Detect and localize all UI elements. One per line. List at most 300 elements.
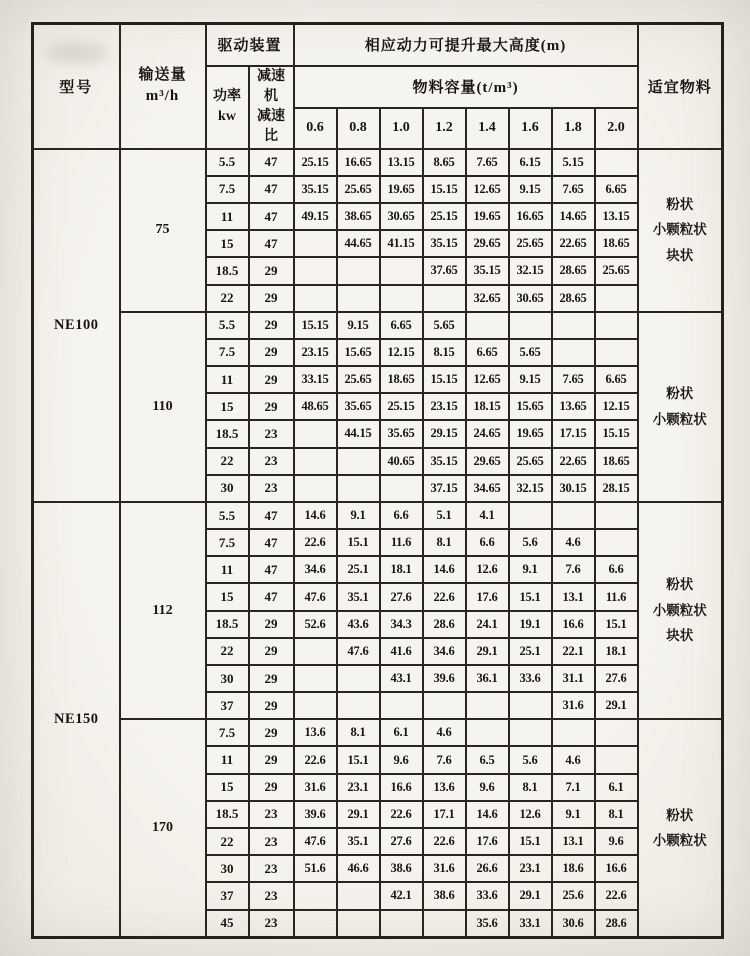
value-cell (552, 719, 595, 746)
power-cell: 7.5 (206, 719, 249, 746)
value-cell: 12.65 (466, 366, 509, 393)
ratio-cell: 29 (249, 285, 294, 312)
value-cell: 6.65 (595, 176, 638, 203)
value-cell (294, 882, 337, 909)
value-cell: 15.15 (423, 176, 466, 203)
value-cell: 28.15 (595, 475, 638, 502)
value-cell: 34.65 (466, 475, 509, 502)
ratio-cell: 29 (249, 638, 294, 665)
value-cell: 25.65 (509, 230, 552, 257)
value-cell: 35.1 (337, 583, 380, 610)
ratio-header-line: 减速比 (257, 109, 285, 145)
power-cell: 11 (206, 556, 249, 583)
ratio-cell: 29 (249, 746, 294, 773)
value-cell: 5.65 (423, 312, 466, 339)
value-cell: 28.6 (595, 910, 638, 938)
value-cell: 39.6 (294, 801, 337, 828)
value-cell: 17.6 (466, 583, 509, 610)
value-cell (337, 257, 380, 284)
value-cell: 13.65 (552, 393, 595, 420)
power-cell: 18.5 (206, 420, 249, 447)
ratio-cell: 23 (249, 910, 294, 938)
ratio-cell: 47 (249, 529, 294, 556)
value-cell: 6.65 (595, 366, 638, 393)
material-cell (638, 149, 723, 312)
value-cell: 16.65 (337, 149, 380, 176)
value-cell: 12.6 (509, 801, 552, 828)
value-cell (552, 312, 595, 339)
ratio-cell: 23 (249, 448, 294, 475)
capacity-header (120, 24, 206, 149)
value-cell: 29.15 (423, 420, 466, 447)
value-cell: 35.1 (337, 828, 380, 855)
value-cell: 27.6 (595, 665, 638, 692)
value-cell (337, 692, 380, 719)
value-cell: 37.65 (423, 257, 466, 284)
density-header: 0.8 (337, 108, 380, 149)
drive-header: 驱动装置 (206, 24, 294, 66)
model-header: 型号 (33, 24, 120, 149)
value-cell (380, 285, 423, 312)
capacity-cell: 170 (120, 719, 206, 937)
material-cell (638, 312, 723, 502)
value-cell: 11.6 (380, 529, 423, 556)
model-cell: NE100 (33, 149, 120, 502)
value-cell: 38.6 (423, 882, 466, 909)
value-cell: 25.1 (337, 556, 380, 583)
value-cell: 18.65 (595, 448, 638, 475)
value-cell: 18.1 (380, 556, 423, 583)
value-cell (337, 665, 380, 692)
value-cell: 22.6 (380, 801, 423, 828)
value-cell: 36.1 (466, 665, 509, 692)
value-cell (595, 312, 638, 339)
capacity-cell: 110 (120, 312, 206, 502)
value-cell: 31.6 (294, 774, 337, 801)
value-cell: 33.15 (294, 366, 337, 393)
value-cell (294, 475, 337, 502)
value-cell: 4.1 (466, 502, 509, 529)
value-cell: 13.1 (552, 828, 595, 855)
value-cell: 30.6 (552, 910, 595, 938)
value-cell: 9.1 (337, 502, 380, 529)
value-cell (294, 665, 337, 692)
value-cell: 22.6 (423, 828, 466, 855)
power-cell: 7.5 (206, 529, 249, 556)
value-cell (552, 339, 595, 366)
value-cell: 23.1 (509, 855, 552, 882)
value-cell (423, 692, 466, 719)
value-cell: 15.1 (337, 746, 380, 773)
value-cell: 35.6 (466, 910, 509, 938)
material-line: 小颗粒状 (652, 222, 707, 238)
value-cell: 6.6 (595, 556, 638, 583)
value-cell: 4.6 (552, 746, 595, 773)
ratio-cell: 29 (249, 312, 294, 339)
value-cell: 22.6 (595, 882, 638, 909)
power-header-line: 功率 (213, 88, 241, 104)
value-cell: 5.6 (509, 529, 552, 556)
material-line: 小颗粒状 (652, 602, 707, 618)
value-cell: 23.1 (337, 774, 380, 801)
ratio-cell: 29 (249, 665, 294, 692)
material-line: 粉状 (666, 577, 694, 593)
value-cell: 9.15 (337, 312, 380, 339)
ratio-cell: 29 (249, 719, 294, 746)
value-cell: 6.15 (509, 149, 552, 176)
value-cell (509, 719, 552, 746)
value-cell: 18.6 (552, 855, 595, 882)
value-cell: 7.65 (552, 176, 595, 203)
ratio-header (249, 66, 294, 149)
value-cell: 33.1 (509, 910, 552, 938)
value-cell: 38.65 (337, 203, 380, 230)
spec-table (31, 22, 724, 939)
value-cell (423, 285, 466, 312)
value-cell: 23.15 (294, 339, 337, 366)
value-cell: 29.1 (509, 882, 552, 909)
value-cell: 34.6 (423, 638, 466, 665)
ratio-cell: 29 (249, 339, 294, 366)
value-cell: 12.15 (595, 393, 638, 420)
value-cell: 7.6 (552, 556, 595, 583)
power-cell: 37 (206, 692, 249, 719)
ratio-header-line: 减速机 (257, 68, 285, 104)
power-cell: 30 (206, 855, 249, 882)
value-cell: 30.65 (380, 203, 423, 230)
value-cell: 16.65 (509, 203, 552, 230)
material-header: 适宜物料 (638, 24, 723, 149)
table-row (33, 149, 723, 176)
value-cell: 25.15 (423, 203, 466, 230)
value-cell: 48.65 (294, 393, 337, 420)
table-row (33, 502, 723, 529)
value-cell (595, 285, 638, 312)
value-cell (509, 312, 552, 339)
value-cell: 6.6 (466, 529, 509, 556)
value-cell: 12.6 (466, 556, 509, 583)
ratio-cell: 23 (249, 828, 294, 855)
value-cell: 28.65 (552, 285, 595, 312)
material-cell (638, 719, 723, 937)
density-header: 1.2 (423, 108, 466, 149)
value-cell: 42.1 (380, 882, 423, 909)
value-cell: 47.6 (294, 828, 337, 855)
value-cell: 28.65 (552, 257, 595, 284)
value-cell: 15.65 (337, 339, 380, 366)
value-cell: 16.6 (552, 611, 595, 638)
value-cell: 29.1 (337, 801, 380, 828)
value-cell (380, 257, 423, 284)
value-cell: 15.1 (509, 828, 552, 855)
material-line: 粉状 (666, 196, 694, 212)
value-cell: 16.6 (380, 774, 423, 801)
ratio-cell: 47 (249, 556, 294, 583)
density-header: 1.0 (380, 108, 423, 149)
value-cell (294, 257, 337, 284)
ratio-cell: 47 (249, 502, 294, 529)
value-cell: 43.6 (337, 611, 380, 638)
value-cell (466, 312, 509, 339)
value-cell: 34.6 (294, 556, 337, 583)
density-title-header: 物料容量(t/m³) (294, 66, 638, 108)
value-cell: 4.6 (423, 719, 466, 746)
value-cell: 29.65 (466, 230, 509, 257)
model-cell: NE150 (33, 502, 120, 938)
value-cell (595, 719, 638, 746)
value-cell: 22.6 (294, 746, 337, 773)
power-header (206, 66, 249, 149)
value-cell: 6.5 (466, 746, 509, 773)
value-cell (294, 692, 337, 719)
value-cell: 9.6 (466, 774, 509, 801)
value-cell: 25.1 (509, 638, 552, 665)
value-cell: 33.6 (509, 665, 552, 692)
value-cell: 51.6 (294, 855, 337, 882)
ratio-cell: 47 (249, 230, 294, 257)
value-cell: 30.65 (509, 285, 552, 312)
value-cell: 27.6 (380, 583, 423, 610)
value-cell (294, 285, 337, 312)
capacity-cell: 75 (120, 149, 206, 312)
power-cell: 11 (206, 746, 249, 773)
power-cell: 22 (206, 448, 249, 475)
value-cell (509, 692, 552, 719)
value-cell: 18.1 (595, 638, 638, 665)
value-cell: 49.15 (294, 203, 337, 230)
value-cell: 35.15 (423, 230, 466, 257)
value-cell: 47.6 (294, 583, 337, 610)
value-cell (337, 882, 380, 909)
ratio-cell: 23 (249, 882, 294, 909)
value-cell (595, 502, 638, 529)
ratio-cell: 23 (249, 801, 294, 828)
ratio-cell: 29 (249, 774, 294, 801)
value-cell: 7.65 (466, 149, 509, 176)
value-cell: 15.15 (595, 420, 638, 447)
value-cell: 25.65 (337, 366, 380, 393)
value-cell: 27.6 (380, 828, 423, 855)
power-cell: 37 (206, 882, 249, 909)
value-cell: 11.6 (595, 583, 638, 610)
density-header: 0.6 (294, 108, 337, 149)
value-cell: 19.1 (509, 611, 552, 638)
value-cell: 7.1 (552, 774, 595, 801)
value-cell: 9.1 (552, 801, 595, 828)
value-cell: 31.6 (423, 855, 466, 882)
value-cell: 4.6 (552, 529, 595, 556)
value-cell (380, 910, 423, 938)
value-cell: 16.6 (595, 855, 638, 882)
value-cell: 31.6 (552, 692, 595, 719)
capacity-cell: 112 (120, 502, 206, 719)
value-cell: 8.1 (595, 801, 638, 828)
power-cell: 5.5 (206, 502, 249, 529)
value-cell (595, 746, 638, 773)
power-cell: 7.5 (206, 176, 249, 203)
value-cell: 6.1 (380, 719, 423, 746)
density-header: 1.4 (466, 108, 509, 149)
power-cell: 11 (206, 366, 249, 393)
value-cell: 13.6 (294, 719, 337, 746)
value-cell: 29.1 (466, 638, 509, 665)
value-cell (595, 529, 638, 556)
value-cell (337, 475, 380, 502)
value-cell: 15.1 (595, 611, 638, 638)
value-cell: 13.6 (423, 774, 466, 801)
value-cell (466, 719, 509, 746)
value-cell: 23.15 (423, 393, 466, 420)
ratio-cell: 29 (249, 393, 294, 420)
value-cell: 44.65 (337, 230, 380, 257)
value-cell: 6.65 (380, 312, 423, 339)
density-header: 1.8 (552, 108, 595, 149)
capacity-header-line: 输送量 (138, 66, 187, 83)
value-cell: 25.65 (595, 257, 638, 284)
value-cell: 41.6 (380, 638, 423, 665)
power-cell: 22 (206, 828, 249, 855)
power-cell: 45 (206, 910, 249, 938)
power-header-line: kw (218, 109, 236, 125)
value-cell: 34.3 (380, 611, 423, 638)
value-cell: 32.65 (466, 285, 509, 312)
value-cell (294, 420, 337, 447)
ratio-cell: 47 (249, 149, 294, 176)
power-cell: 30 (206, 475, 249, 502)
value-cell: 25.65 (337, 176, 380, 203)
value-cell: 22.65 (552, 448, 595, 475)
power-cell: 15 (206, 774, 249, 801)
value-cell: 19.65 (509, 420, 552, 447)
value-cell (337, 910, 380, 938)
ratio-cell: 47 (249, 203, 294, 230)
value-cell: 19.65 (380, 176, 423, 203)
power-cell: 15 (206, 393, 249, 420)
value-cell: 46.6 (337, 855, 380, 882)
value-cell (337, 448, 380, 475)
value-cell: 35.15 (466, 257, 509, 284)
value-cell: 31.1 (552, 665, 595, 692)
value-cell: 12.65 (466, 176, 509, 203)
ratio-cell: 23 (249, 420, 294, 447)
value-cell: 15.15 (294, 312, 337, 339)
power-cell: 5.5 (206, 312, 249, 339)
ratio-cell: 29 (249, 692, 294, 719)
value-cell: 5.6 (509, 746, 552, 773)
density-header: 2.0 (595, 108, 638, 149)
value-cell: 9.15 (509, 176, 552, 203)
power-cell: 18.5 (206, 611, 249, 638)
power-cell: 11 (206, 203, 249, 230)
value-cell: 40.65 (380, 448, 423, 475)
ratio-cell: 23 (249, 855, 294, 882)
value-cell: 13.15 (595, 203, 638, 230)
value-cell: 22.65 (552, 230, 595, 257)
value-cell: 32.15 (509, 257, 552, 284)
value-cell: 8.1 (337, 719, 380, 746)
value-cell: 15.1 (337, 529, 380, 556)
value-cell: 14.6 (466, 801, 509, 828)
value-cell: 8.1 (509, 774, 552, 801)
power-cell: 30 (206, 665, 249, 692)
value-cell (595, 149, 638, 176)
value-cell: 6.1 (595, 774, 638, 801)
value-cell (337, 285, 380, 312)
value-cell: 22.6 (423, 583, 466, 610)
value-cell: 35.65 (380, 420, 423, 447)
power-cell: 18.5 (206, 801, 249, 828)
value-cell: 8.15 (423, 339, 466, 366)
power-cell: 7.5 (206, 339, 249, 366)
value-cell: 44.15 (337, 420, 380, 447)
table-row (33, 312, 723, 339)
value-cell: 22.6 (294, 529, 337, 556)
value-cell: 29.65 (466, 448, 509, 475)
value-cell: 28.6 (423, 611, 466, 638)
value-cell: 15.65 (509, 393, 552, 420)
value-cell: 18.15 (466, 393, 509, 420)
value-cell (380, 475, 423, 502)
value-cell: 9.15 (509, 366, 552, 393)
header-row-1 (33, 24, 723, 66)
value-cell: 38.6 (380, 855, 423, 882)
material-line: 粉状 (666, 807, 694, 823)
value-cell: 5.65 (509, 339, 552, 366)
value-cell (595, 339, 638, 366)
value-cell: 24.1 (466, 611, 509, 638)
value-cell: 25.6 (552, 882, 595, 909)
ratio-cell: 29 (249, 366, 294, 393)
ratio-cell: 47 (249, 176, 294, 203)
value-cell: 37.15 (423, 475, 466, 502)
value-cell: 13.1 (552, 583, 595, 610)
ratio-cell: 29 (249, 611, 294, 638)
value-cell: 35.65 (337, 393, 380, 420)
value-cell: 9.6 (595, 828, 638, 855)
value-cell: 25.15 (380, 393, 423, 420)
value-cell: 24.65 (466, 420, 509, 447)
value-cell: 12.15 (380, 339, 423, 366)
power-cell: 15 (206, 583, 249, 610)
value-cell: 8.1 (423, 529, 466, 556)
table-body (33, 149, 723, 938)
value-cell: 22.1 (552, 638, 595, 665)
value-cell: 17.1 (423, 801, 466, 828)
value-cell: 9.6 (380, 746, 423, 773)
value-cell: 7.6 (423, 746, 466, 773)
value-cell (466, 692, 509, 719)
value-cell: 35.15 (423, 448, 466, 475)
value-cell: 6.65 (466, 339, 509, 366)
value-cell: 35.15 (294, 176, 337, 203)
value-cell: 25.65 (509, 448, 552, 475)
value-cell: 19.65 (466, 203, 509, 230)
material-line: 块状 (666, 248, 694, 264)
power-cell: 18.5 (206, 257, 249, 284)
table-header (33, 24, 723, 149)
value-cell: 33.6 (466, 882, 509, 909)
ratio-cell: 47 (249, 583, 294, 610)
power-cell: 5.5 (206, 149, 249, 176)
value-cell: 17.15 (552, 420, 595, 447)
value-cell: 15.15 (423, 366, 466, 393)
value-cell: 29.1 (595, 692, 638, 719)
value-cell: 25.15 (294, 149, 337, 176)
value-cell (294, 448, 337, 475)
value-cell: 30.15 (552, 475, 595, 502)
value-cell: 17.6 (466, 828, 509, 855)
material-line: 小颗粒状 (652, 411, 707, 427)
